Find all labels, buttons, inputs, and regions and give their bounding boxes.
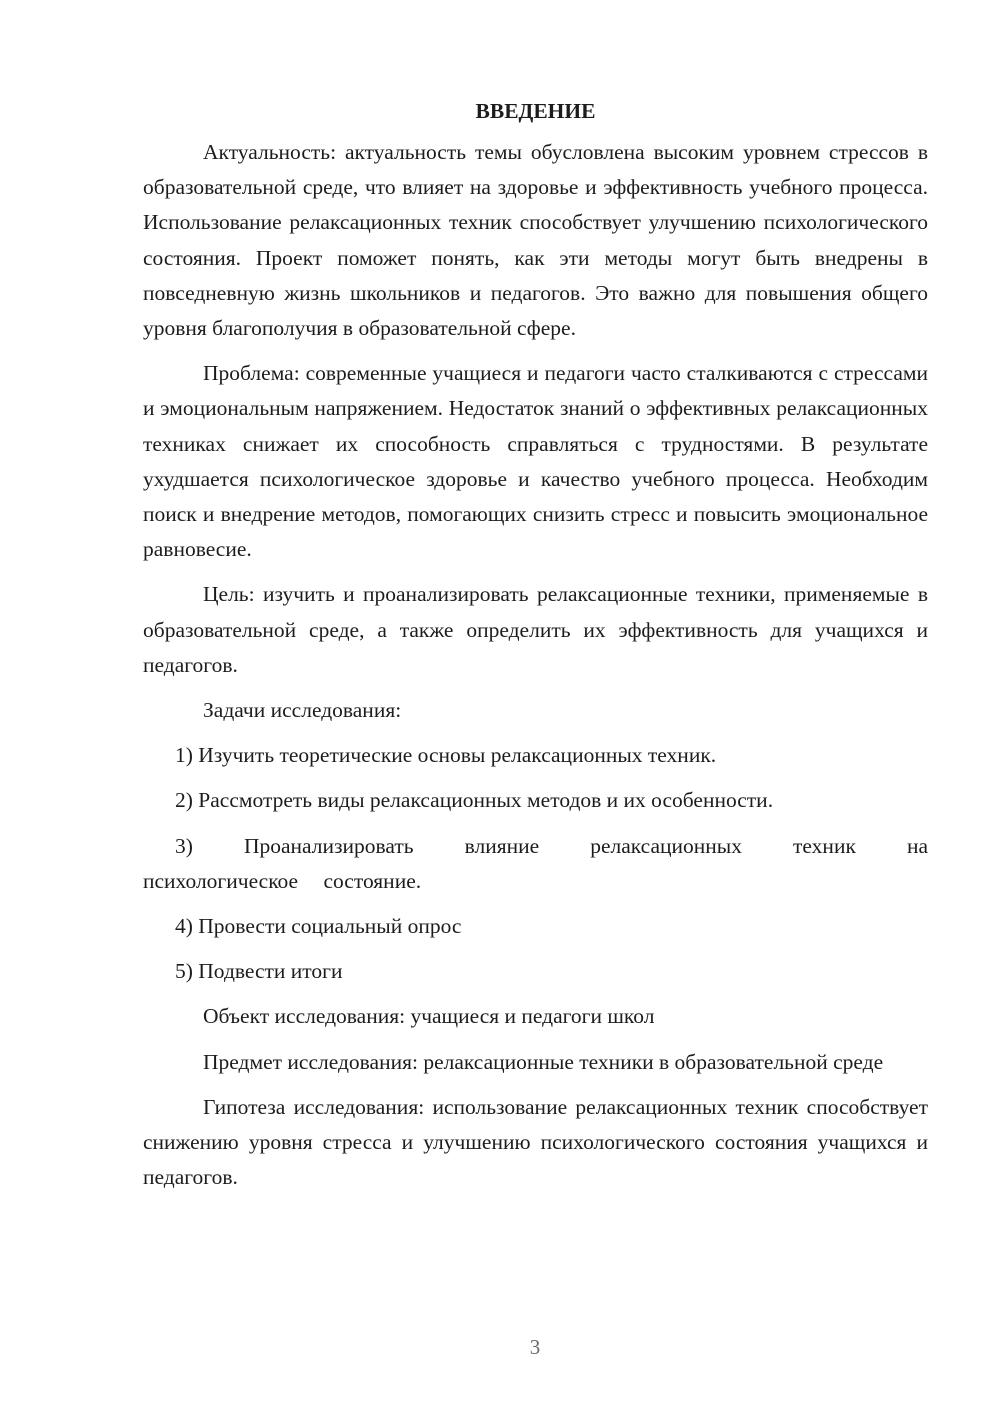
page-number: 3 bbox=[529, 1335, 541, 1359]
task-item-4: 4) Провести социальный опрос bbox=[175, 914, 462, 939]
task-item-5: 5) Подвести итоги bbox=[175, 959, 343, 984]
task-item-1: 1) Изучить теоретические основы релаксационных техник. bbox=[175, 743, 717, 768]
section-title: ВВЕДЕНИЕ bbox=[475, 99, 596, 123]
research-object: Объект исследования: учащиеся и педагоги школ bbox=[203, 1004, 655, 1029]
problem-paragraph: Проблема: современные учащиеся и педагоги часто сталкиваются с стрессами и эмоциональным напряжением. Недостаток знаний о эффективных релаксационных техниках снижает их способность справляться с трудностями. В результате ухудшается психологическое здоровье и качество учебного процесса. Необходим поиск и внедрение методов, помогающих снизить стресс и повысить эмоциональное равновесие. bbox=[143, 361, 928, 562]
relevance-paragraph: Актуальность: актуальность темы обусловлена высоким уровнем стрессов в образовательной среде, что влияет на здоровье и эффективность учебного процесса. Использование релаксационных техник способствует улучшению психологического состояния. Проект поможет понять, как эти методы могут быть внедрены в повседневную жизнь школьников и педагогов. Это важно для повышения общего уровня благополучия в образовательной сфере. bbox=[143, 140, 928, 341]
task-item-3: 3) Проанализировать влияние релаксационных техник на психологическое состояние. bbox=[143, 833, 928, 893]
task-item-2: 2) Рассмотреть виды релаксационных методов и их особенности. bbox=[175, 788, 774, 813]
document-body bbox=[143, 96, 928, 1205]
tasks-heading: Задачи исследования: bbox=[203, 698, 402, 723]
research-hypothesis: Гипотеза исследования: использование релаксационных техник способствует снижению уровня стресса и улучшению психологического состояния учащихся и педагогов. bbox=[143, 1094, 928, 1190]
goal-paragraph: Цель: изучить и проанализировать релаксационные техники, применяемые в образовательной среде, а также определить их эффективность для учащихся и педагогов. bbox=[143, 582, 928, 677]
research-subject: Предмет исследования: релаксационные техники в образовательной среде bbox=[203, 1049, 884, 1074]
